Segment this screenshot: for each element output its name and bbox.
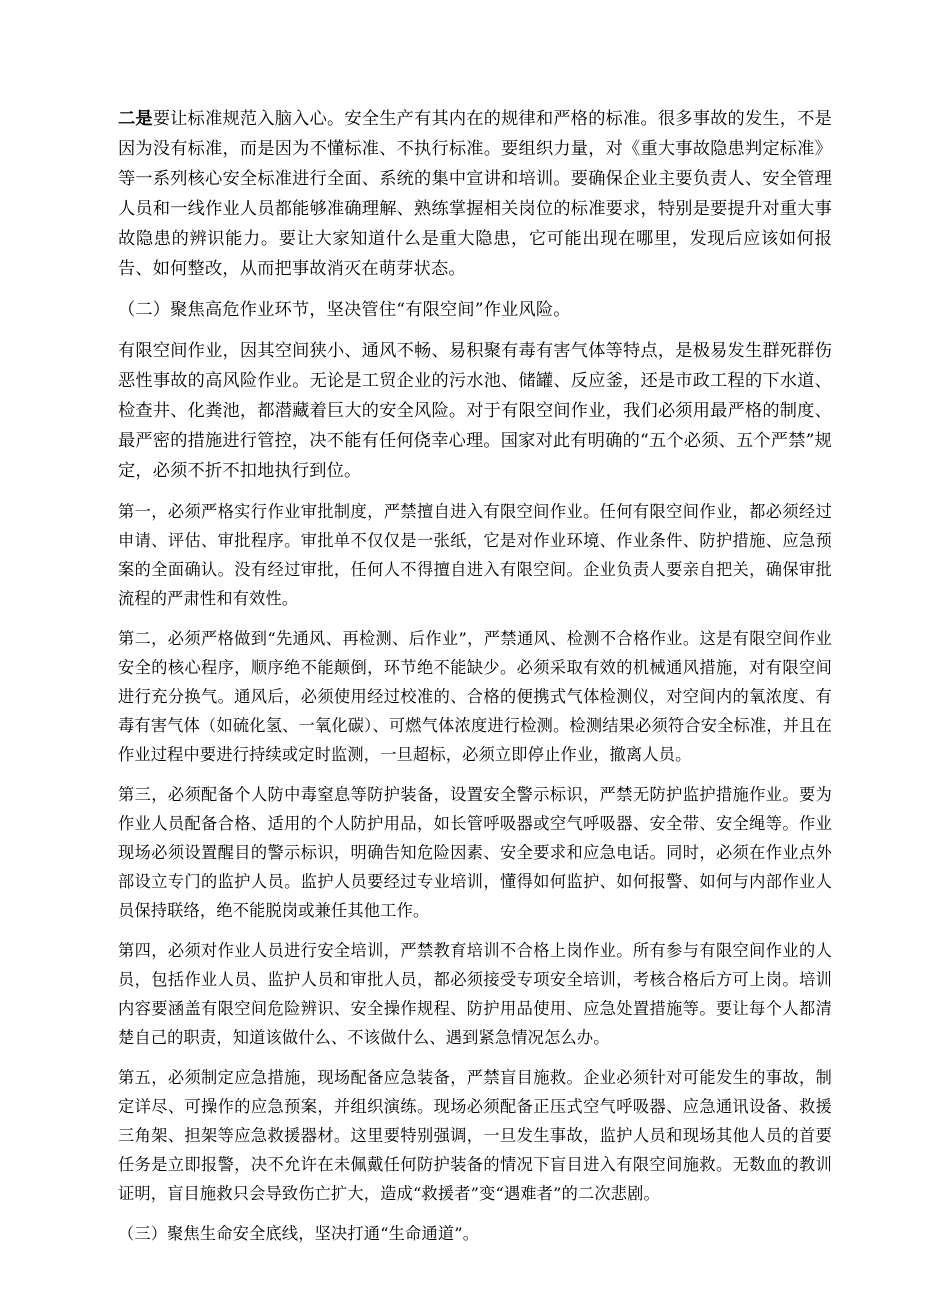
paragraph-4-text: 第一，必须严格实行作业审批制度，严禁擅自进入有限空间作业。任何有限空间作业，都必须经过申请、评估、审批程序。审批单不仅仅是一张纸，它是对作业环境、作业条件、防护措施、应急预案的全面确认。没有经过审批，任何人不得擅自进入有限空间。企业负责人要亲自把关，确保审批流程的严肃性和有效性。 — [118, 502, 832, 608]
paragraph-5 — [118, 624, 832, 769]
paragraph-1-lead: 二是 — [118, 109, 153, 129]
document-body — [118, 104, 832, 1248]
paragraph-1-text: 要让标准规范入脑入心。安全生产有其内在的规律和严格的标准。很多事故的发生，不是因为没有标准，而是因为不懂标准、不执行标准。要组织力量，对《重大事故隐患判定标准》等一系列核心安全标准进行全面、系统的集中宣讲和培训。要确保企业主要负责人、安全管理人员和一线作业人员都能够准确理解、熟练掌握相关岗位的标准要求，特别是要提升对重大事故隐患的辨识能力。要让大家知道什么是重大隐患，它可能出现在哪里，发现后应该如何报告、如何整改，从而把事故消灭在萌芽状态。 — [118, 109, 832, 279]
paragraph-9 — [118, 1219, 832, 1248]
paragraph-3-text: 有限空间作业，因其空间狭小、通风不畅、易积聚有毒有害气体等特点，是极易发生群死群伤恶性事故的高风险作业。无论是工贸企业的污水池、储罐、反应釜，还是市政工程的下水道、检查井、化粪池，都潜藏着巨大的安全风险。对于有限空间作业，我们必须用最严格的制度、最严密的措施进行管控，决不能有任何侥幸心理。国家对此有明确的“五个必须、五个严禁”规定，必须不折不扣地执行到位。 — [118, 341, 832, 481]
paragraph-2 — [118, 295, 832, 325]
paragraph-6-text: 第三，必须配备个人防中毒窒息等防护装备，设置安全警示标识，严禁无防护监护措施作业。要为作业人员配备合格、适用的个人防护用品，如长管呼吸器或空气呼吸器、安全带、安全绳等。作业现场必须设置醒目的警示标识，明确告知危险因素、安全要求和应急电话。同时，必须在作业点外部设立专门的监护人员。监护人员要经过专业培训，懂得如何监护、如何报警、如何与内部作业人员保持联络，绝不能脱岗或兼任其他工作。 — [118, 785, 832, 920]
paragraph-9-text: （三）聚焦生命安全底线，坚决打通“生命通道”。 — [118, 1224, 480, 1243]
paragraph-4 — [118, 497, 832, 613]
paragraph-7 — [118, 936, 832, 1052]
paragraph-7-text: 第四，必须对作业人员进行安全培训，严禁教育培训不合格上岗作业。所有参与有限空间作业的人员，包括作业人员、监护人员和审批人员，都必须接受专项安全培训，考核合格后方可上岗。培训内容要涵盖有限空间危险辨识、安全操作规程、防护用品使用、应急处置措施等。要让每个人都清楚自己的职责，知道该做什么、不该做什么、遇到紧急情况怎么办。 — [118, 941, 832, 1047]
paragraph-6 — [118, 780, 832, 925]
paragraph-2-text: （二）聚焦高危作业环节，坚决管住“有限空间”作业风险。 — [118, 300, 571, 320]
paragraph-1 — [118, 104, 832, 284]
paragraph-8 — [118, 1063, 832, 1208]
paragraph-3 — [118, 336, 832, 486]
paragraph-5-text: 第二，必须严格做到“先通风、再检测、后作业”，严禁通风、检测不合格作业。这是有限空间作业安全的核心程序，顺序绝不能颠倒，环节绝不能缺少。必须采取有效的机械通风措施，对有限空间进行充分换气。通风后，必须使用经过校准的、合格的便携式气体检测仪，对空间内的氧浓度、有毒有害气体（如硫化氢、一氧化碳）、可燃气体浓度进行检测。检测结果必须符合安全标准，并且在作业过程中要进行持续或定时监测，一旦超标，必须立即停止作业，撤离人员。 — [118, 629, 832, 764]
paragraph-8-text: 第五，必须制定应急措施，现场配备应急装备，严禁盲目施救。企业必须针对可能发生的事故，制定详尽、可操作的应急预案，并组织演练。现场必须配备正压式空气呼吸器、应急通讯设备、救援三角架、担架等应急救援器材。这里要特别强调，一旦发生事故，监护人员和现场其他人员的首要任务是立即报警，决不允许在未佩戴任何防护装备的情况下盲目进入有限空间施救。无数血的教训证明，盲目施救只会导致伤亡扩大，造成“救援者”变“遇难者”的二次悲剧。 — [118, 1068, 832, 1203]
